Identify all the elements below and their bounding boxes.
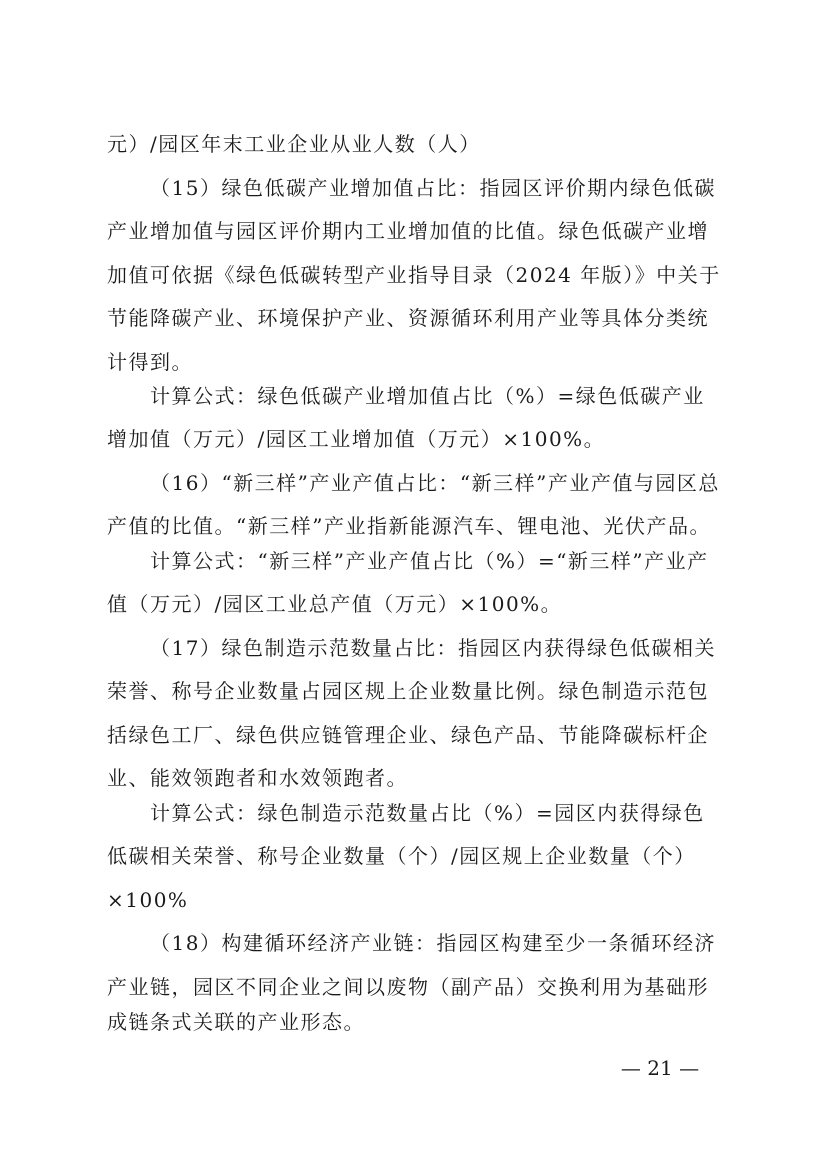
text-line: 计算公式：“新三样”产业产值占比（%）=“新三样”产业产: [150, 549, 709, 573]
text-line: （18）构建循环经济产业链：指园区构建至少一条循环经济: [150, 931, 716, 955]
text-line: 计算公式：绿色低碳产业增加值占比（%）=绿色低碳产业: [150, 384, 705, 408]
text-line: 计算公式：绿色制造示范数量占比（%）=园区内获得绿色: [150, 801, 705, 825]
text-line: 产业增加值与园区评价期内工业增加值的比值。绿色低碳产业增: [107, 219, 709, 243]
text-line: （17）绿色制造示范数量占比：指园区内获得绿色低碳相关: [150, 636, 716, 660]
text-line: （16）“新三样”产业产值占比：“新三样”产业产值与园区总: [150, 471, 720, 495]
text-line: 低碳相关荣誉、称号企业数量（个）/园区规上企业数量（个）: [107, 844, 696, 868]
text-line: 业、能效领跑者和水效领跑者。: [107, 766, 408, 790]
text-line: ×100%: [107, 888, 189, 912]
text-line: 增加值（万元）/园区工业增加值（万元）×100%。: [107, 427, 606, 451]
text-line: 括绿色工厂、绿色供应链管理企业、绿色产品、节能降碳标杆企: [107, 723, 709, 747]
text-line: 产业链，园区不同企业之间以废物（副产品）交换利用为基础形: [107, 975, 709, 999]
text-line: 产值的比值。“新三样”产业指新能源汽车、锂电池、光伏产品。: [107, 514, 711, 538]
text-line: 值（万元）/园区工业总产值（万元）×100%。: [107, 592, 563, 616]
text-line: （15）绿色低碳产业增加值占比：指园区评价期内绿色低碳: [150, 176, 716, 200]
text-line: 节能降碳产业、环境保护产业、资源循环利用产业等具体分类统: [107, 306, 709, 330]
text-line: 加值可依据《绿色低碳转型产业指导目录（2024 年版）》中关于: [107, 263, 721, 287]
text-line: 计得到。: [107, 350, 193, 374]
page-number: — 21 —: [620, 1056, 700, 1080]
text-line: 荣誉、称号企业数量占园区规上企业数量比例。绿色制造示范包: [107, 679, 709, 703]
text-line: 元）/园区年末工业企业从业人数（人）: [107, 132, 481, 156]
text-line: 成链条式关联的产业形态。: [107, 1010, 365, 1034]
